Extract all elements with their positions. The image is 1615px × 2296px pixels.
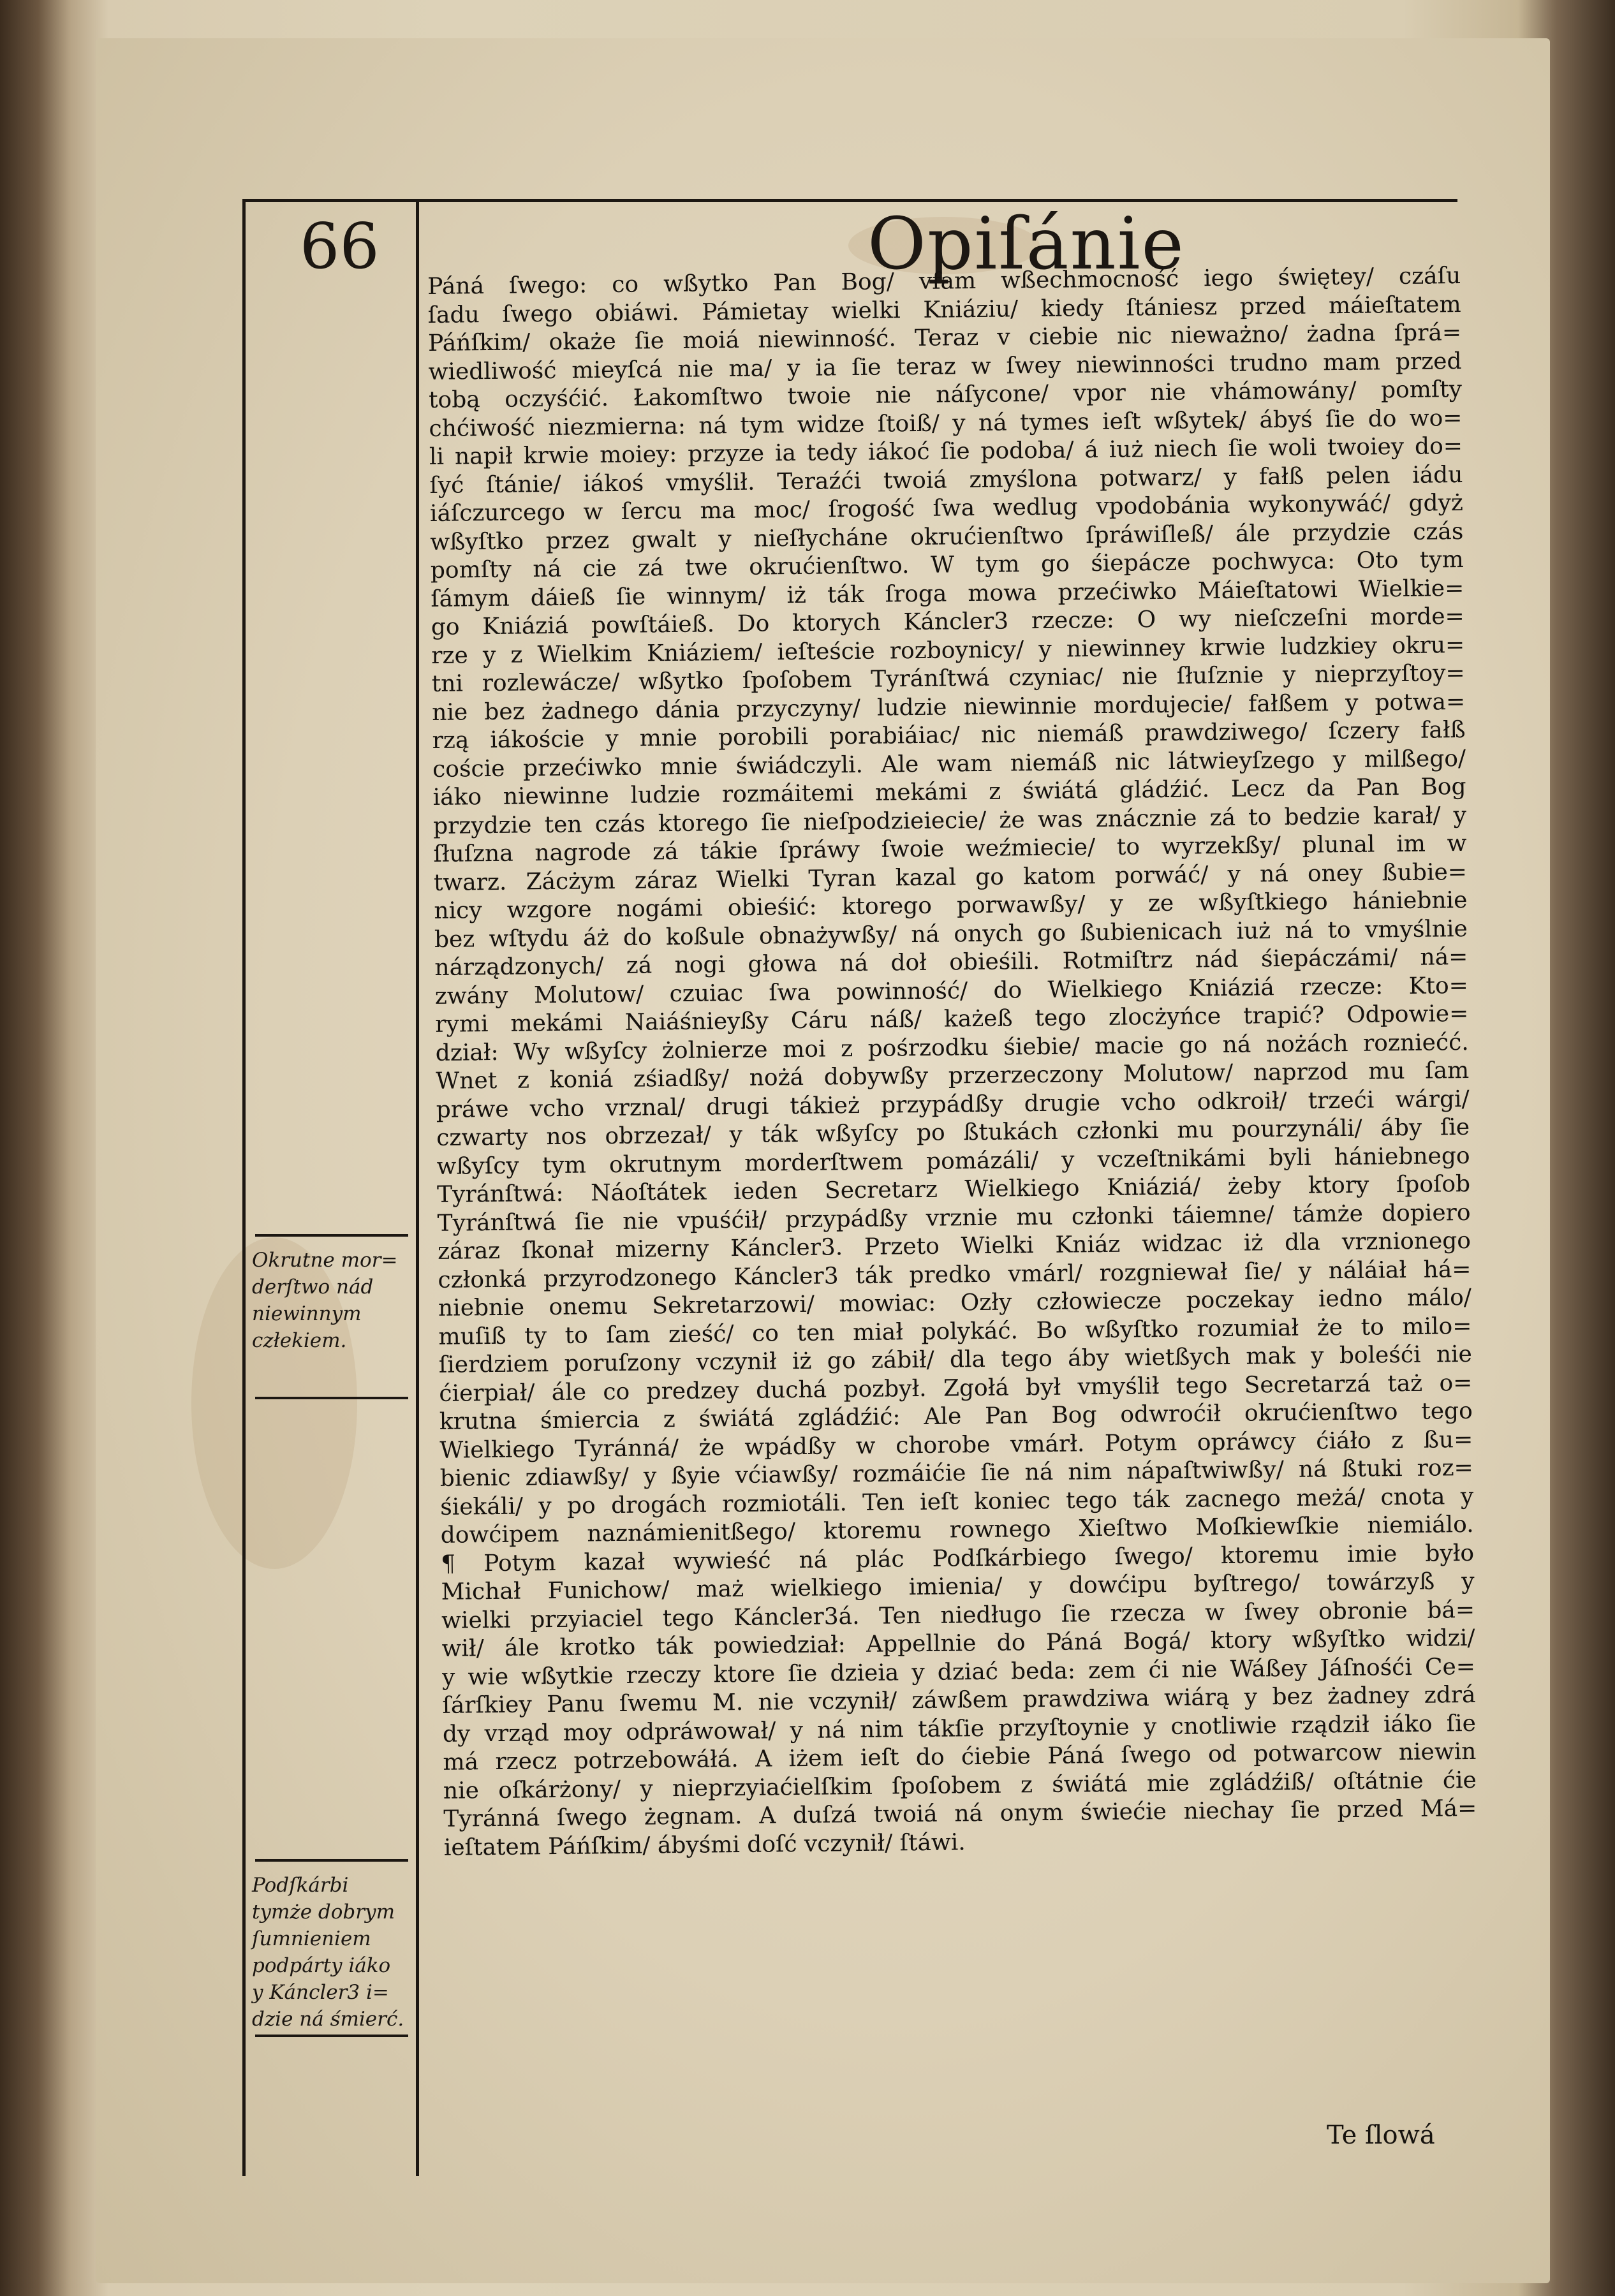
text-line: má rzecz potrzebowáłá. A iżem ieſt do ćiebie Páná ſwego od potwarcow niewin	[443, 1738, 1477, 1776]
text-line: śiekáli/ y po drogách rozmiotáli. Ten ieſt koniec tego ták zacnego meżá/ cnota y	[440, 1483, 1474, 1520]
marginal-note-2	[252, 1872, 421, 2033]
text-line: coście przećiwko mnie świádczyli. Ale wam niemáß nic látwieyſzego y milßego/	[432, 745, 1466, 783]
text-line: ſierdziem poruſzony vczynił iż go zábił/ dla tego áby wietßych mak y boleśći nie	[438, 1341, 1473, 1378]
text-line: dy vrząd moy odpráwował/ y ná nim tákſie przyſtoynie y cnotliwie rządził iáko ſie	[442, 1710, 1477, 1748]
text-line: tobą oczyśćić. Łakomſtwo twoie nie náſycone/ vpor nie vhámowány/ pomſty	[428, 376, 1463, 413]
text-line: ſámym dáieß ſie winnym/ iż ták ſroga mowa przećiwko Máieſtatowi Wielkie=	[431, 575, 1464, 612]
text-line: bez wſtydu áż do koßule obnażywßy/ ná onych go ßubienicach iuż ná to vmyślnie	[434, 915, 1468, 953]
marginal-note-rule	[255, 1859, 408, 1862]
text-line: wił/ ále krotko ták powiedział: Appellnie do Páná Bogá/ ktory wßyſtko widzi/	[441, 1624, 1475, 1662]
text-line: nárządzonych/ zá nogi głowa ná doł obieśili. Rotmiſtrz nád śiepáczámi/ ná=	[434, 943, 1468, 981]
text-line: iáſczurcego w ſercu ma moc/ ſrogość ſwa wedlug vpodobánia wykonywáć/ gdyż	[429, 490, 1464, 527]
text-line: twarz. Zácżym záraz Wielki Tyran kazal go katom porwáć/ y ná oney ßubie=	[433, 858, 1468, 896]
text-line: wielki przyiaciel tego Káncler3á. Ten niedługo ſie rzecza w ſwey obronie bá=	[441, 1596, 1475, 1634]
marginal-note-line: podpárty iáko	[252, 1954, 391, 1977]
text-line: tni rozlewácze/ wßytko ſpoſobem Tyránſtwá czyniac/ nie ſłuſznie y nieprzyſtoy=	[431, 660, 1465, 697]
text-line: Wielkiego Tyránná/ że wpádßy w chorobe vmárł. Potym opráwcy ćiáło z ßu=	[439, 1426, 1473, 1464]
text-line: przydzie ten czás ktorego ſie nieſpodzieiecie/ że was znácznie zá to bedzie karał/ y	[432, 802, 1467, 839]
text-line: ſyć ſtánie/ iákoś vmyślił. Teraźći twoiá zmyślona potwarz/ y fałß pelen iádu	[429, 461, 1463, 499]
text-line: Tyránſtwá ſie nie vpuśćił/ przypádßy vrznie mu członki táiemne/ támże dopiero	[437, 1199, 1471, 1237]
text-line: pomſty ná cie zá twe okrućienſtwo. W tym go śiepácze pochwyca: Oto tym	[430, 547, 1464, 584]
text-line: czwarty nos obrzezał/ y ták wßyſcy po ßtukách członki mu pourzynáli/ áby ſie	[436, 1114, 1470, 1151]
marginal-note-line: człekiem.	[252, 1329, 347, 1352]
margin-outer-rule	[242, 199, 246, 2176]
text-line: ieſtatem Páńſkim/ ábyśmi doſć vczynił/ ſtáwi.	[443, 1829, 966, 1861]
marginal-note-line: ſumnieniem	[252, 1927, 371, 1950]
running-title: Opiſánie	[867, 203, 1185, 286]
marginal-note-rule	[255, 1234, 408, 1237]
text-line: bienic zdiawßy/ y ßyie vćiawßy/ rozmáićie ſie ná nim nápaſtwiwßy/ ná ßtuki roz=	[439, 1454, 1473, 1492]
text-line: Páńſkim/ okaże ſie moiá niewinność. Teraz v ciebie nic nieważno/ żadna ſprá=	[427, 320, 1462, 357]
text-line: y wie wßytkie rzeczy ktore ſie dzieia y dziać beda: zem ći nie Wáßey Jáſnośći Ce=	[441, 1653, 1476, 1691]
text-line: ¶ Potym kazał wywieść ná plác Podſkárbiego ſwego/ ktoremu imie było	[440, 1540, 1475, 1577]
marginal-note-rule	[255, 1397, 408, 1399]
marginal-note-line: y Káncler3 i=	[252, 1981, 389, 2004]
text-line: práwe vcho vrznal/ drugi tákież przypádßy drugie vcho odkroił/ trzeći wárgi/	[436, 1085, 1470, 1123]
page-number: 66	[300, 210, 380, 283]
marginal-note-line: Podſkárbi	[252, 1874, 349, 1897]
marginal-note-line: Okrutne mor=	[252, 1249, 398, 1272]
text-line: chćiwość niezmierna: ná tym widze ſtoiß/ y ná tymes ieſt wßytek/ ábyś ſie do wo=	[429, 404, 1463, 442]
text-line: ſłuſzna nagrode zá tákie ſpráwy ſwoie weźmiecie/ to wyrzekßy/ plunal im w	[433, 830, 1467, 867]
text-line: członká przyrodzonego Káncler3 ták predko vmárl/ rozgniewał ſie/ y náláiał há=	[438, 1256, 1471, 1293]
text-line: Páná ſwego: co wßytko Pan Bog/ vfam wßechmocność iego świętey/ czáſu	[427, 263, 1461, 300]
text-line: Wnet z koniá zśiadßy/ nożá dobywßy przerzeczony Molutow/ naprzod mu ſam	[436, 1057, 1470, 1094]
text-line: Tyránſtwá: Náoſtátek ieden Secretarz Wielkiego Kniáziá/ żeby ktory ſpoſob	[436, 1170, 1471, 1208]
text-line: rze y z Wielkim Kniáziem/ ieſteście rozboynicy/ y niewinney krwie ludzkiey okru=	[431, 631, 1465, 669]
text-line: nie bez żadnego dánia przyczyny/ ludzie niewinnie mordujecie/ fałßem y potwa=	[432, 688, 1466, 726]
text-line: go Kniáziá powſtáieß. Do ktorych Káncler3 rzecze: O wy nieſczeſni morde=	[431, 603, 1464, 640]
text-line: nicy wzgore nogámi obieśić: ktorego porwawßy/ y ze wßyſtkiego hániebnie	[434, 887, 1468, 924]
header-rule	[242, 199, 1457, 202]
text-line: wßyſtko przez gwalt y nieſłycháne okrućienſtwo ſpráwiſleß/ ále przydzie czás	[430, 518, 1464, 556]
marginal-note-line: dzie ná śmierć.	[252, 2008, 404, 2031]
text-line: Tyránná ſwego żegnam. A duſzá twoiá ná onym świećie niechay ſie przed Má=	[443, 1795, 1477, 1832]
text-line: wiedliwość mieyſcá nie ma/ y ia ſie teraz w ſwey niewinności trudno mam przed	[428, 348, 1462, 385]
text-line: wßyſcy tym okrutnym morderſtwem pomázáli/ y vczeſtnikámi byli hániebnego	[436, 1142, 1470, 1180]
text-line: muſiß ty to ſam zieść/ co ten miał polykáć. Bo wßyſtko rozumiał że to milo=	[438, 1313, 1472, 1350]
marginal-note-line: tymże dobrym	[252, 1901, 395, 1924]
marginal-note-rule	[255, 2035, 408, 2037]
text-line: dowćipem naznámienitßego/ ktoremu rownego Xieſtwo Moſkiewſkie niemiálo.	[440, 1511, 1474, 1549]
text-line: záraz ſkonał mizerny Káncler3. Przeto Wielki Kniáz widzac iż dla vrznionego	[437, 1227, 1471, 1265]
text-line: rymi mekámi Naiáśnieyßy Cáru náß/ każeß tego zlocżyńce trapić? Odpowie=	[435, 1000, 1469, 1038]
text-line: rzą iákoście y mnie porobili porabiáiac/ nic niemáß prawdziwego/ ſczery fałß	[432, 716, 1466, 754]
text-line: iáko niewinne ludzie rozmáitemi mekámi z świátá gládźić. Lecz da Pan Bog	[432, 773, 1466, 811]
body-text	[427, 262, 1477, 1862]
text-line: zwány Molutow/ czuiac ſwa powinność/ do Wielkiego Kniáziá rzecze: Kto=	[434, 972, 1469, 1010]
text-line: Michał Funichow/ maż wielkiego imienia/ y dowćipu byſtrego/ towárzyß y	[441, 1568, 1475, 1605]
text-line: li napił krwie moiey: przyze ia tedy iákoć ſie podoba/ á iuż niech ſie woli twoiey do=	[429, 433, 1463, 470]
text-line: niebnie onemu Sekretarzowi/ mowiac: Ozły człowiecze poczekay iedno málo/	[438, 1284, 1472, 1321]
catchword: Te ſlowá	[1327, 2121, 1435, 2150]
text-line: dział: Wy wßyſcy żolnierze moi z pośrzodku śiebie/ macie go ná nożách rozniećć.	[435, 1029, 1469, 1066]
marginal-note-line: niewinnym	[252, 1302, 362, 1325]
marginal-note-1	[252, 1247, 421, 1354]
text-line: krutna śmiercia z świátá zgládźić: Ale Pan Bog odwroćił okrućienſtwo tego	[439, 1397, 1473, 1435]
marginal-note-line: derſtwo nád	[252, 1276, 374, 1299]
text-line: nie oſkárżony/ y nieprzyiaćielſkim ſpoſobem z świátá mie zgládźiß/ oſtátnie ćie	[443, 1767, 1477, 1804]
text-line: ćierpiał/ ále co predzey duchá pozbył. Zgołá był vmyślił tego Secretarzá taż o=	[439, 1369, 1473, 1407]
text-line: ſárſkiey Panu ſwemu M. nie vczynił/ záwßem prawdziwa wiárą y bez żadney zdrá	[442, 1681, 1476, 1719]
text-line: ſadu ſwego obiáwi. Pámietay wielki Kniáziu/ kiedy ſtániesz przed máieſtatem	[427, 291, 1461, 328]
